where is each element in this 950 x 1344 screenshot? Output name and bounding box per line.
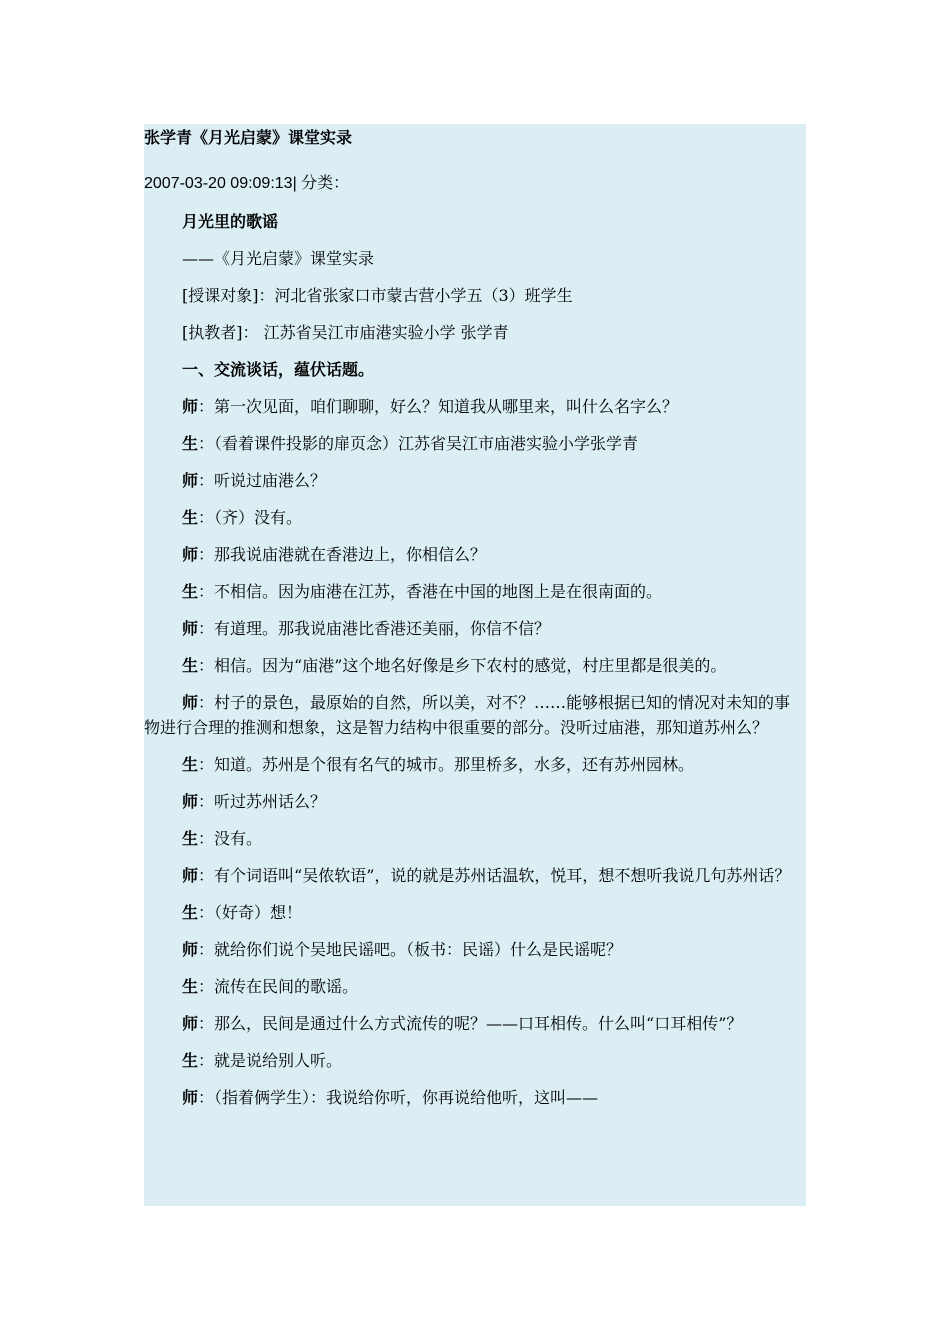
paragraph-text: 那我说庙港就在香港边上，你相信么？ — [214, 545, 487, 564]
dialogue-line — [144, 691, 796, 740]
dialogue-line — [144, 864, 796, 889]
paragraph — [144, 247, 796, 272]
dialogue-line — [144, 1012, 796, 1037]
paragraph-text: 没有。 — [214, 828, 263, 848]
paragraph-text: 一、交流谈话，蕴伏话题。 — [182, 360, 375, 379]
speaker-label: 师 — [182, 619, 199, 638]
paragraph-text: 就给你们说个吴地民谣吧。（板书：民谣）什么是民谣呢？ — [214, 939, 623, 959]
dialogue-line — [144, 580, 796, 605]
dialogue-line — [144, 975, 796, 1000]
dialogue-line — [144, 753, 796, 778]
article-body — [144, 210, 796, 1123]
speaker-colon: ： — [198, 397, 215, 416]
paragraph-text: 有道理。那我说庙港比香港还美丽，你信不信？ — [214, 619, 551, 638]
speaker-label: 生 — [182, 1050, 199, 1070]
dialogue-line — [144, 901, 796, 926]
speaker-colon: ： — [198, 582, 215, 601]
dialogue-line — [144, 469, 796, 494]
speaker-colon: ： — [198, 791, 215, 811]
paragraph — [144, 284, 796, 309]
speaker-label: 师 — [182, 1087, 199, 1107]
paragraph — [144, 321, 796, 346]
dialogue-line — [144, 1049, 796, 1074]
speaker-colon: ： — [198, 939, 215, 959]
speaker-colon: ： — [198, 508, 215, 527]
paragraph-text: 村子的景色，最原始的自然，所以美，对不？……能够根据已知的情况对未知的事物进行合理的推测和想象，这是智力结构中很重要的部分。没听过庙港，那知道苏州么？ — [144, 693, 791, 737]
paragraph-text: 听过苏州话么？ — [214, 791, 327, 811]
speaker-label: 生 — [182, 754, 199, 774]
dialogue-line — [144, 543, 796, 568]
speaker-label: 生 — [182, 828, 199, 848]
speaker-colon: ： — [198, 1087, 215, 1107]
speaker-label: 生 — [182, 582, 199, 601]
section-heading — [144, 358, 796, 383]
paragraph-text: [执教者]： 江苏省吴江市庙港实验小学 张学青 — [182, 323, 509, 342]
speaker-colon: ： — [198, 545, 215, 564]
speaker-label: 生 — [182, 656, 199, 675]
speaker-label: 师 — [182, 865, 199, 885]
article-meta: 2007-03-20 09:09:13| 分类： — [144, 175, 350, 192]
dialogue-line — [144, 617, 796, 642]
paragraph-text: [授课对象]：河北省张家口市蒙古营小学五（3）班学生 — [182, 286, 573, 305]
dialogue-line — [144, 432, 796, 457]
paragraph-text: 有个词语叫“吴侬软语”，说的就是苏州话温软，悦耳，想不想听我说几句苏州话？ — [214, 865, 791, 885]
dialogue-line — [144, 506, 796, 531]
speaker-colon: ： — [198, 434, 215, 453]
speaker-colon: ： — [198, 693, 215, 712]
speaker-colon: ： — [198, 471, 215, 490]
dialogue-line — [144, 1086, 796, 1111]
speaker-colon: ： — [198, 656, 215, 675]
paragraph-text: 听说过庙港么？ — [214, 471, 327, 490]
speaker-label: 师 — [182, 397, 199, 416]
speaker-colon: ： — [198, 754, 215, 774]
speaker-label: 生 — [182, 508, 199, 527]
paragraph-text: 月光里的歌谣 — [182, 212, 279, 231]
speaker-label: 师 — [182, 791, 199, 811]
speaker-colon: ： — [198, 902, 215, 922]
dialogue-line — [144, 395, 796, 420]
speaker-label: 师 — [182, 939, 199, 959]
paragraph-text: 不相信。因为庙港在江苏，香港在中国的地图上是在很南面的。 — [214, 582, 663, 601]
speaker-colon: ： — [198, 1050, 215, 1070]
paragraph-text: ——《月光启蒙》课堂实录 — [182, 249, 375, 268]
section-heading — [144, 210, 796, 235]
paragraph-text: 相信。因为“庙港”这个地名好像是乡下农村的感觉，村庄里都是很美的。 — [214, 656, 727, 675]
paragraph-text: 就是说给别人听。 — [214, 1050, 343, 1070]
speaker-colon: ： — [198, 976, 215, 996]
paragraph-text: （齐）没有。 — [214, 508, 303, 527]
paragraph-text: 那么，民间是通过什么方式流传的呢？——口耳相传。什么叫“口耳相传”？ — [214, 1013, 743, 1033]
speaker-label: 师 — [182, 1013, 199, 1033]
speaker-label: 生 — [182, 434, 199, 453]
paragraph-text: 第一次见面，咱们聊聊，好么？知道我从哪里来，叫什么名字么？ — [214, 397, 679, 416]
speaker-colon: ： — [198, 828, 215, 848]
speaker-colon: ： — [198, 1013, 215, 1033]
document-panel — [144, 124, 806, 1206]
speaker-label: 师 — [182, 693, 199, 712]
speaker-label: 师 — [182, 545, 199, 564]
dialogue-line — [144, 938, 796, 963]
paragraph-text: 知道。苏州是个很有名气的城市。那里桥多，水多，还有苏州园林。 — [214, 754, 695, 774]
dialogue-line — [144, 827, 796, 852]
speaker-colon: ： — [198, 619, 215, 638]
article-title: 张学青《月光启蒙》课堂实录 — [144, 128, 353, 147]
paragraph-text: （好奇）想！ — [214, 902, 303, 922]
speaker-colon: ： — [198, 865, 215, 885]
dialogue-line — [144, 790, 796, 815]
paragraph-text: （看着课件投影的扉页念）江苏省吴江市庙港实验小学张学青 — [214, 434, 639, 453]
paragraph-text: （指着俩学生）：我说给你听，你再说给他听，这叫—— — [214, 1087, 599, 1107]
speaker-label: 生 — [182, 902, 199, 922]
paragraph-text: 流传在民间的歌谣。 — [214, 976, 359, 996]
speaker-label: 生 — [182, 976, 199, 996]
dialogue-line — [144, 654, 796, 679]
speaker-label: 师 — [182, 471, 199, 490]
